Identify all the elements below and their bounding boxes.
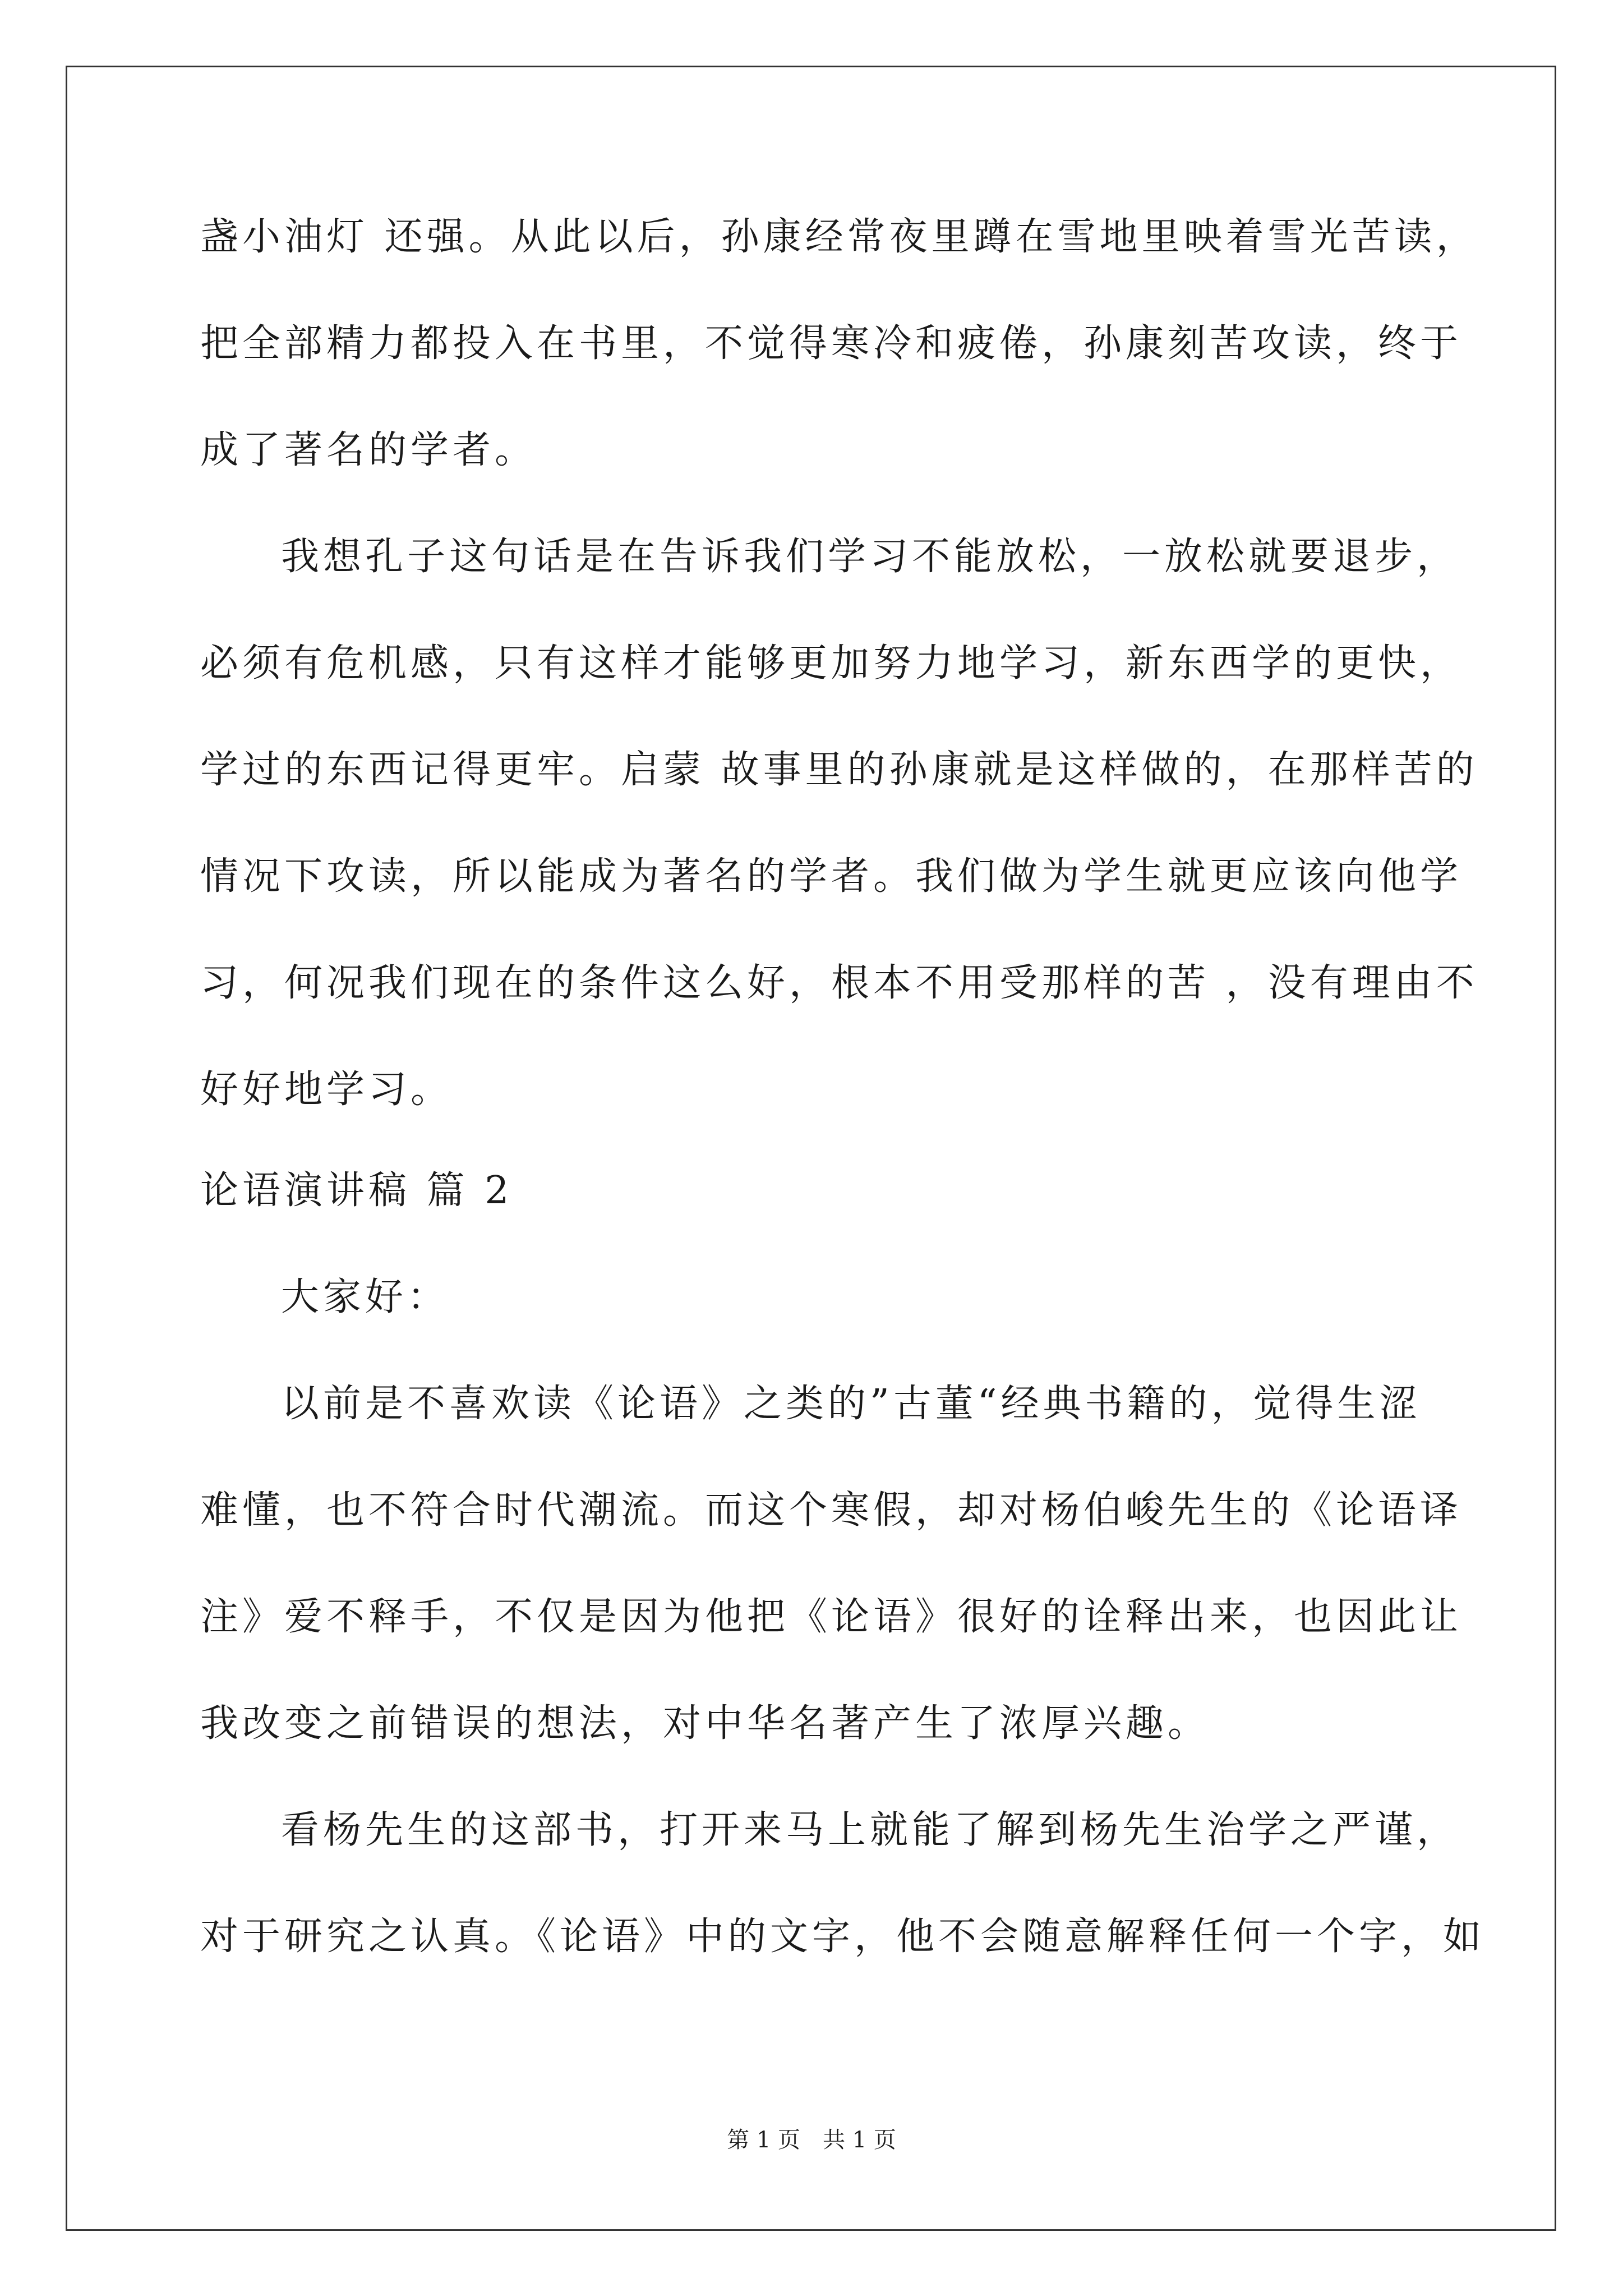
page-number-footer: 第 1 页 共 1 页 — [727, 2127, 896, 2153]
text-line: 成了著名的学者。 — [200, 428, 537, 472]
paragraph-start-line: 以前是不喜欢读《论语》之类的”古董“经典书籍的，觉得生涩 — [281, 1382, 1422, 1426]
text-line: 把全部精力都投入在书里，不觉得寒冷和疲倦，孙康刻苦攻读，终于 — [200, 321, 1463, 366]
paragraph-start-line: 我想孔子这句话是在告诉我们学习不能放松，一放松就要退步， — [281, 535, 1459, 579]
greeting-line: 大家好： — [281, 1275, 450, 1319]
text-line: 注》爱不释手，不仅是因为他把《论语》很好的诠释出来，也因此让 — [200, 1595, 1463, 1639]
text-line: 学过的东西记得更牢。启蒙 故事里的孙康就是这样做的，在那样苦的 — [200, 748, 1478, 792]
text-line: 对于研究之认真。《论语》中的文字，他不会随意解释任何一个字，如 — [200, 1915, 1486, 1959]
text-line: 好好地学习。 — [200, 1068, 453, 1112]
text-line: 我改变之前错误的想法，对中华名著产生了浓厚兴趣。 — [200, 1701, 1210, 1746]
text-line: 必须有危机感，只有这样才能够更加努力地学习，新东西学的更快， — [200, 641, 1463, 685]
section-heading: 论语演讲稿 篇 2 — [200, 1168, 513, 1213]
text-line: 难懂，也不符合时代潮流。而这个寒假，却对杨伯峻先生的《论语译 — [200, 1488, 1463, 1533]
text-line: 盏小油灯 还强。从此以后，孙康经常夜里蹲在雪地里映着雪光苦读， — [200, 215, 1478, 259]
text-line: 情况下攻读，所以能成为著名的学者。我们做为学生就更应该向他学 — [200, 854, 1463, 899]
paragraph-start-line: 看杨先生的这部书，打开来马上就能了解到杨先生治学之严谨， — [281, 1808, 1459, 1852]
page-border — [66, 66, 1556, 2231]
text-line: 习，何况我们现在的条件这么好，根本不用受那样的苦 ，没有理由不 — [200, 961, 1478, 1005]
